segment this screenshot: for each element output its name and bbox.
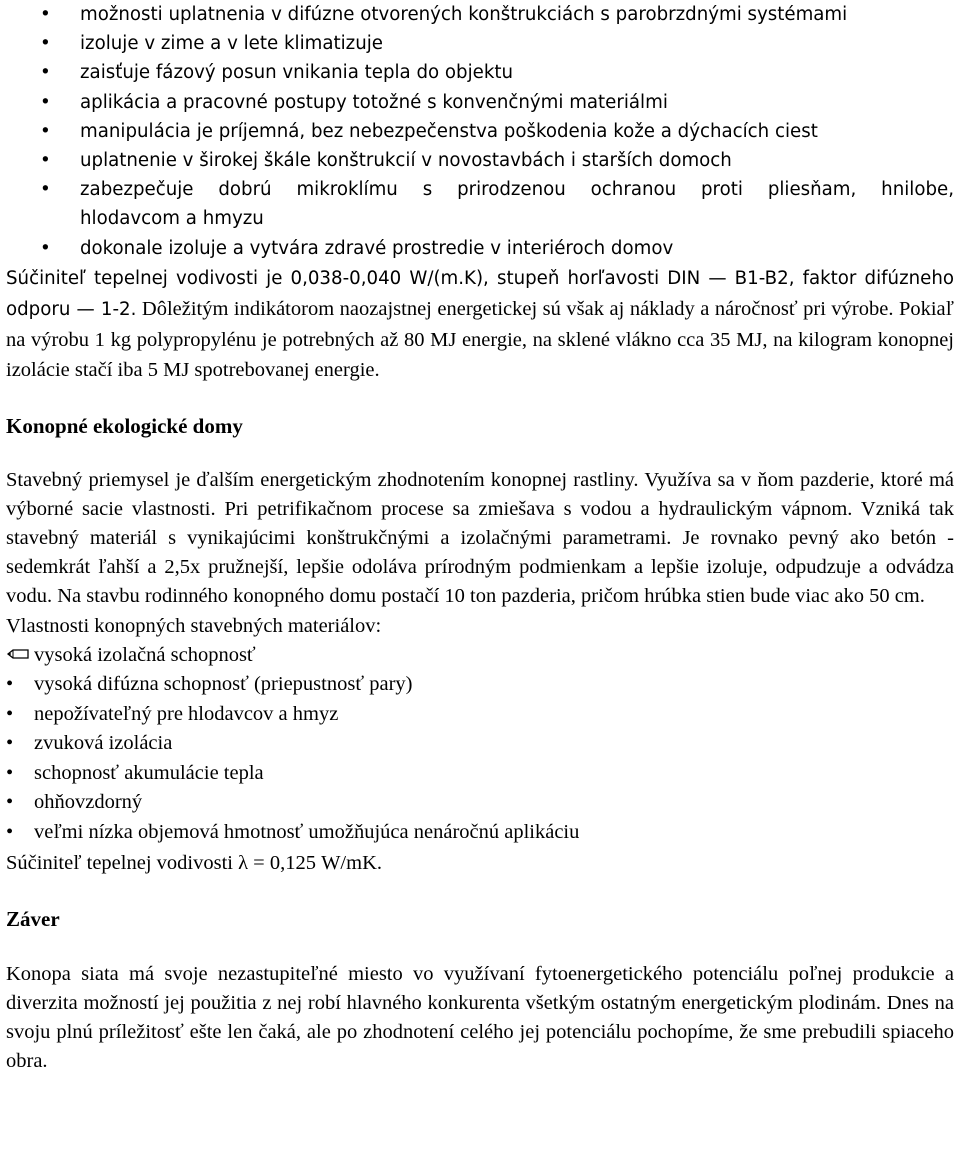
list-item: • zvuková izolácia: [6, 729, 954, 759]
list-item: • schopnosť akumulácie tepla: [6, 759, 954, 789]
list-item: • ohňovzdorný: [6, 788, 954, 818]
bullet-icon: •: [40, 91, 51, 113]
conclusion-paragraph: Konopa siata má svoje nezastupiteľné miesto vo využívaní fytoenergetického potenciálu poľnej produkcie a diverzita možností jej použitia z nej robí hlavného konkurenta všetkým ostatným energetickým plodinám. Dnes na svoju plnú príležitosť ešte len čaká, ale po zhodnotení celého jej potenciálu pochopíme, že sme prebudili spiaceho obra.: [6, 962, 954, 1073]
list-item: • aplikácia a pracovné postupy totožné s konvenčnými materiálmi: [6, 88, 954, 117]
bullet-icon: •: [6, 732, 14, 755]
list-item-continuation: hlodavcom a hmyzu: [80, 208, 264, 230]
list-item: • uplatnenie v širokej škále konštrukcií v novostavbách i starších domoch: [6, 146, 954, 175]
list-item: • nepožívateľný pre hlodavcov a hmyz: [6, 700, 954, 730]
hemp-houses-paragraph: Stavebný priemysel je ďalším energetickým zhodnotením konopnej rastliny. Využíva sa v ňom pazderie, ktoré má výborné sacie vlastnosti. Pri petrifikačnom procese sa zmiešava s vodou a hydraulickým vápnom. Vzniká tak stavebný materiál s vynikajúcimi konštrukčnými a izolačnými parametrami. Je rovnako pevný ako betón - sedemkrát ľahší a 2,5x pružnejší, lepšie odoláva prírodným podmienkam a lepšie izoluje, odpudzuje a odvádza vodu. Na stavbu rodinného konopného domu postačí 10 ton pazderia, pričom hrúbka stien bude viac ako 50 cm.: [6, 468, 954, 608]
section-heading-conclusion: Záver: [6, 906, 60, 931]
bullet-icon: •: [40, 179, 51, 201]
document-page: [6, 0, 954, 1076]
bullet-icon: •: [6, 761, 14, 784]
properties-list: [6, 641, 954, 848]
bullet-icon: •: [40, 33, 51, 55]
list-item: • manipulácia je príjemná, bez nebezpečenstva poškodenia kože a dýchacích ciest: [6, 117, 954, 146]
bullet-icon: •: [40, 120, 51, 142]
list-item: • vysoká difúzna schopnosť (priepustnosť pary): [6, 670, 954, 700]
bullet-icon: •: [6, 820, 14, 843]
conductivity-line: Súčiniteľ tepelnej vodivosti λ = 0,125 W/mK.: [6, 852, 383, 875]
list-item: • možnosti uplatnenia v difúzne otvorených konštrukciách s parobrzdnými systémami: [6, 0, 954, 29]
properties-intro: Vlastnosti konopných stavebných materiálov:: [6, 614, 382, 637]
list-item: • zaisťuje fázový posun vnikania tepla do objektu: [6, 58, 954, 87]
section-heading-hemp-houses: Konopné ekologické domy: [6, 413, 243, 438]
bullet-icon: •: [6, 791, 14, 814]
bullet-icon: •: [40, 62, 51, 84]
list-item: vysoká izolačná schopnosť: [6, 641, 954, 671]
bullet-icon: •: [40, 4, 51, 25]
bullet-icon: •: [6, 673, 14, 696]
benefits-list: [6, 0, 954, 263]
bullet-icon: •: [6, 702, 14, 725]
bullet-icon: •: [40, 237, 51, 259]
pencil-icon: [6, 641, 30, 671]
bullet-icon: •: [40, 150, 51, 172]
list-item: • zabezpečuje dobrú mikroklímu s prirodzenou ochranou proti pliesňam, hnilobe,: [6, 175, 954, 204]
insulation-paragraph: Súčiniteľ tepelnej vodivosti je 0,038-0,040 W/(m.K), stupeň horľavosti DIN — B1-B2, faktor difúzneho odporu — 1-2. Dôležitým indikátorom naozajstnej energetickej sú však aj náklady a náročnosť pri výrobe. Pokiaľ na výrobu 1 kg polypropylénu je potrebných až 80 MJ energie, na sklené vlákno cca 35 MJ, na kilogram konopnej izolácie stačí iba 5 MJ spotrebovanej energie.: [6, 267, 954, 382]
list-item: • izoluje v zime a v lete klimatizuje: [6, 29, 954, 58]
list-item: • veľmi nízka objemová hmotnosť umožňujúca nenáročnú aplikáciu: [6, 818, 954, 848]
list-item: • dokonale izoluje a vytvára zdravé prostredie v interiéroch domov: [6, 234, 954, 263]
